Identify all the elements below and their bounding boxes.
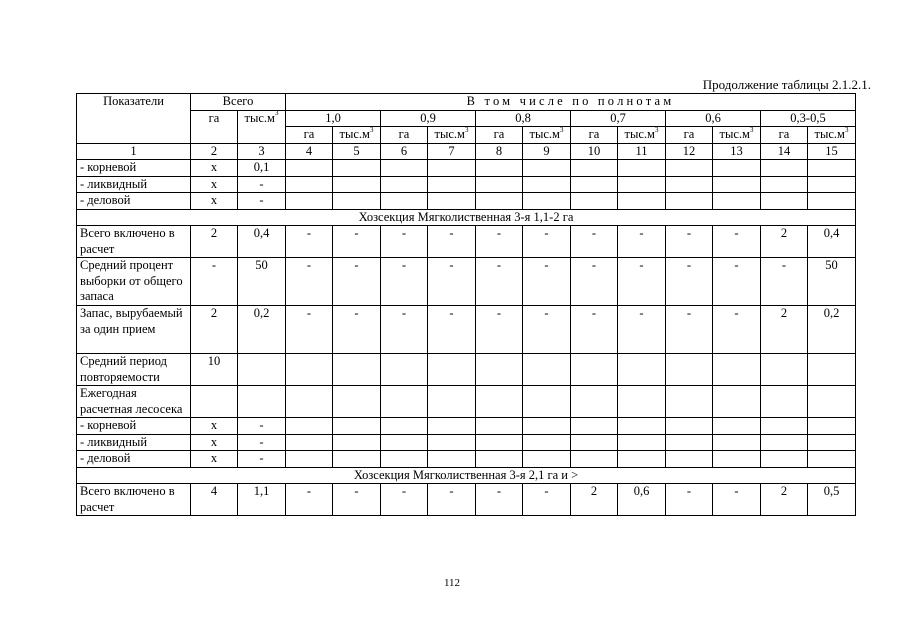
table-cell [713,434,761,451]
header-by-density: В том числе по полнотам [286,94,856,111]
row-label: - ликвидный [77,176,191,193]
table-cell [761,160,808,177]
table-cell [808,160,856,177]
page-number: 112 [443,577,461,589]
column-number: 2 [191,143,238,160]
table-cell [666,193,713,210]
table-cell: - [428,306,476,354]
table-cell [333,434,381,451]
table-cell: - [238,193,286,210]
table-cell [713,386,761,418]
table-cell [761,354,808,386]
unit-volume: $тыс.м^3$ [808,127,856,144]
table-caption: Продолжение таблицы 2.1.2.1. [702,77,871,92]
table-cell: х [191,451,238,468]
table-cell: - [428,226,476,258]
table-cell [523,160,571,177]
table-cell: 2 [761,306,808,354]
table-cell [381,176,428,193]
table-cell: - [713,226,761,258]
header-total: Всего [191,94,286,111]
unit-volume: $тыс.м^3$ [523,127,571,144]
table-cell [618,193,666,210]
table-cell [571,193,618,210]
table-cell [476,354,523,386]
table-cell [666,434,713,451]
table-cell [713,160,761,177]
table-cell [808,386,856,418]
table-cell [381,354,428,386]
table-cell [523,434,571,451]
table-cell: 0,2 [238,306,286,354]
table-cell [523,193,571,210]
table-cell [618,418,666,435]
header-row-2 [77,110,856,127]
section-row [77,209,856,226]
table-cell: - [428,484,476,516]
header-density-1: 1,0 [286,110,381,127]
table-cell [666,354,713,386]
column-number: 10 [571,143,618,160]
table-cell [428,176,476,193]
column-number: 3 [238,143,286,160]
header-density-5: 0,6 [666,110,761,127]
table-cell [476,176,523,193]
column-number: 7 [428,143,476,160]
header-density-2: 0,9 [381,110,476,127]
table-cell [571,386,618,418]
column-number: 12 [666,143,713,160]
table-cell [713,176,761,193]
row-label: Запас, вырубаемый за один прием [77,306,191,354]
row-label: - корневой [77,418,191,435]
table-cell: 0,4 [808,226,856,258]
table-cell: 2 [761,484,808,516]
table-cell: - [618,226,666,258]
table-cell [286,451,333,468]
table-cell [666,386,713,418]
row-label: Средний период повторяемости [77,354,191,386]
table-cell: - [666,484,713,516]
table-cell: - [476,226,523,258]
table-cell: х [191,176,238,193]
table-cell [808,354,856,386]
unit-ha: га [286,127,333,144]
table-cell [333,354,381,386]
column-number: 5 [333,143,381,160]
unit-volume: $тыс.м^3$ [428,127,476,144]
table-cell [381,193,428,210]
table-cell [333,386,381,418]
table-cell [571,418,618,435]
table-cell: х [191,160,238,177]
table-cell: - [713,484,761,516]
table-cell [476,386,523,418]
table-cell [761,418,808,435]
table-cell [381,386,428,418]
table-cell: 2 [761,226,808,258]
table-cell: х [191,418,238,435]
table-cell: - [523,484,571,516]
column-number: 9 [523,143,571,160]
unit-ha: га [381,127,428,144]
column-number: 8 [476,143,523,160]
table-cell: - [476,258,523,306]
row-label: - корневой [77,160,191,177]
table-cell: 2 [191,226,238,258]
table-cell: - [713,306,761,354]
unit-ha: га [476,127,523,144]
table-cell: - [476,484,523,516]
table-cell [523,176,571,193]
table-cell [618,176,666,193]
table-cell [761,176,808,193]
table-cell [808,176,856,193]
table-cell [333,176,381,193]
table-cell [381,434,428,451]
column-number: 4 [286,143,333,160]
table-cell [666,160,713,177]
table-cell: 2 [191,306,238,354]
table-cell: - [238,418,286,435]
table-cell [618,354,666,386]
table-cell: 0,2 [808,306,856,354]
unit-ha: га [666,127,713,144]
header-indicators: Показатели [77,94,191,144]
header-density-6: 0,3-0,5 [761,110,856,127]
table-cell: - [191,258,238,306]
table-row [77,434,856,451]
table-cell: - [238,176,286,193]
table-cell [428,193,476,210]
header-density-4: 0,7 [571,110,666,127]
table-cell [571,176,618,193]
table-cell [381,418,428,435]
section-header-1: Хозсекция Мягколиственная 3-я 1,1-2 га [77,209,856,226]
table-cell [571,451,618,468]
table-cell [476,160,523,177]
table-row [77,176,856,193]
table-cell: - [618,258,666,306]
table-cell: х [191,193,238,210]
table-cell: 0,1 [238,160,286,177]
table-cell: - [666,226,713,258]
table-cell: - [523,258,571,306]
table-cell [571,160,618,177]
table-cell: - [333,484,381,516]
section-header-2: Хозсекция Мягколиственная 3-я 2,1 га и > [77,467,856,484]
table-cell: - [523,226,571,258]
table-cell [476,434,523,451]
unit-volume: $тыс.м^3$ [713,127,761,144]
table-cell: 4 [191,484,238,516]
table-cell [808,451,856,468]
table-cell [761,386,808,418]
table-cell [333,451,381,468]
table-cell: - [476,306,523,354]
table-cell [666,176,713,193]
table-cell [333,160,381,177]
table-cell: - [333,258,381,306]
table-cell [808,434,856,451]
table-cell: 0,5 [808,484,856,516]
table-cell [571,434,618,451]
table-cell [618,160,666,177]
table-cell: - [381,306,428,354]
table-row [77,306,856,354]
table-cell [618,434,666,451]
table-cell [523,451,571,468]
table-cell [428,354,476,386]
header-total-ha: га [191,110,238,143]
table-row [77,484,856,516]
table-cell [428,386,476,418]
table-cell [428,451,476,468]
table-cell: - [333,226,381,258]
column-number: 1 [77,143,191,160]
table-cell [428,418,476,435]
table-row [77,354,856,386]
table-cell [476,451,523,468]
table-cell: 0,4 [238,226,286,258]
table-cell: - [523,306,571,354]
table-cell [286,386,333,418]
data-table [76,93,856,516]
unit-volume: $тыс.м^3$ [333,127,381,144]
table-cell [286,354,333,386]
row-label: - деловой [77,451,191,468]
row-label: Всего включено в расчет [77,226,191,258]
table-cell [238,354,286,386]
table-cell: 0,6 [618,484,666,516]
table-cell [523,386,571,418]
column-number: 13 [713,143,761,160]
table-cell: х [191,434,238,451]
table-cell [713,354,761,386]
table-cell: - [381,226,428,258]
table-cell [713,418,761,435]
table-cell: 1,1 [238,484,286,516]
table-cell: - [381,484,428,516]
table-row [77,226,856,258]
column-number: 11 [618,143,666,160]
table-cell [666,451,713,468]
table-cell: - [571,258,618,306]
table-cell [713,193,761,210]
table-cell: - [381,258,428,306]
table-cell [523,354,571,386]
table-cell: - [761,258,808,306]
table-cell: - [428,258,476,306]
table-cell [238,386,286,418]
table-cell [618,451,666,468]
table-cell: - [286,258,333,306]
table-cell [761,193,808,210]
table-row [77,160,856,177]
table-cell [428,434,476,451]
table-cell [808,193,856,210]
table-cell: - [571,226,618,258]
table-cell: - [333,306,381,354]
header-density-3: 0,8 [476,110,571,127]
table-cell: - [713,258,761,306]
table-cell [808,418,856,435]
table-cell [286,434,333,451]
column-number: 14 [761,143,808,160]
unit-ha: га [761,127,808,144]
column-number: 6 [381,143,428,160]
section-row [77,467,856,484]
table-row [77,258,856,306]
unit-ha: га [571,127,618,144]
table-row [77,386,856,418]
table-cell [333,193,381,210]
table-cell [286,193,333,210]
table-cell [571,354,618,386]
table-cell [761,451,808,468]
table-cell [476,193,523,210]
table-cell [286,418,333,435]
row-label: - ликвидный [77,434,191,451]
table-cell: 10 [191,354,238,386]
table-cell: - [286,484,333,516]
table-cell [191,386,238,418]
table-cell: - [286,306,333,354]
table-cell [286,160,333,177]
table-cell [381,451,428,468]
table-row [77,451,856,468]
table-cell [381,160,428,177]
unit-volume: $тыс.м^3$ [618,127,666,144]
table-cell: - [666,258,713,306]
table-cell [761,434,808,451]
table-cell: - [618,306,666,354]
table-cell [476,418,523,435]
table-cell [333,418,381,435]
table-cell: 50 [808,258,856,306]
table-cell: - [286,226,333,258]
row-label: Средний процент выборки от общего запаса [77,258,191,306]
table-cell [523,418,571,435]
column-number: 15 [808,143,856,160]
table-row [77,193,856,210]
header-row-1 [77,94,856,111]
row-label: - деловой [77,193,191,210]
table-cell: 50 [238,258,286,306]
table-cell: - [238,434,286,451]
table-cell [286,176,333,193]
table-cell [713,451,761,468]
table-cell: - [666,306,713,354]
row-label: Ежегодная расчетная лесосека [77,386,191,418]
table-row [77,418,856,435]
table-cell [618,386,666,418]
table-cell [428,160,476,177]
row-label: Всего включено в расчет [77,484,191,516]
table-cell: - [571,306,618,354]
table-cell [666,418,713,435]
table-cell: - [238,451,286,468]
header-total-volume: $тыс.м^3$ [238,110,286,143]
column-number-row [77,143,856,160]
table-cell: 2 [571,484,618,516]
